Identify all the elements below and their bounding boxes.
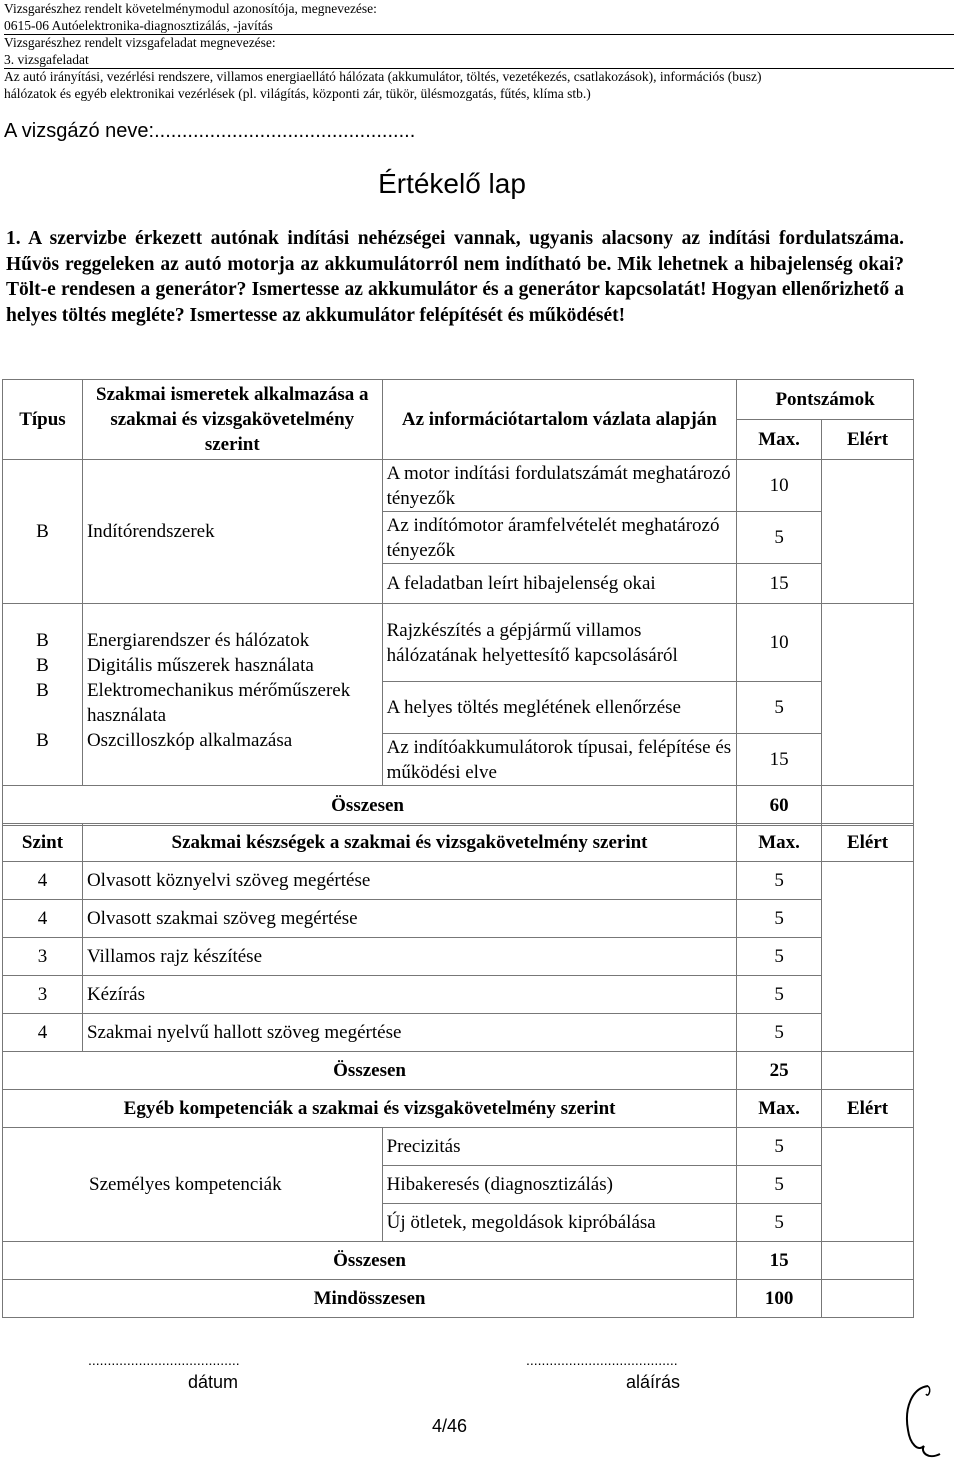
level-cell: 3 [3, 976, 83, 1014]
header-line-6: hálózatok és egyéb elektronikai vezérlések (pl. világítás, központi zár, tükör, ülésmozgatás, fűtés, klíma stb.) [4, 86, 591, 101]
outline-cell: Rajzkészítés a gépjármű villamos hálózatának helyettesítő kapcsolásáról [382, 604, 737, 682]
max-points-cell: 5 [737, 900, 822, 938]
skill-cell: Villamos rajz készítése [82, 938, 736, 976]
achieved-points-cell[interactable] [822, 460, 914, 604]
other-header: Egyéb kompetenciák a szakmai és vizsgakövetelmény szerint [3, 1090, 737, 1128]
type-header: Típus [3, 380, 83, 460]
competency-cell: Új ötletek, megoldások kipróbálása [382, 1204, 737, 1242]
competency-cell: Hibakeresés (diagnosztizálás) [382, 1166, 737, 1204]
level-cell: 4 [3, 1014, 83, 1052]
page-title: Értékelő lap [378, 168, 526, 199]
max-header: Max. [737, 1090, 822, 1128]
header-line-2: 0615-06 Autóelektronika-diagnosztizálás, -javítás [4, 18, 273, 33]
max-points-cell: 15 [737, 564, 822, 604]
outline-cell: A feladatban leírt hibajelenség okai [382, 564, 737, 604]
max-points-cell: 5 [737, 1014, 822, 1052]
competency-cell: Precizitás [382, 1128, 737, 1166]
level-cell: 3 [3, 938, 83, 976]
outline-cell: Az indítóakkumulátorok típusai, felépítése és működési elve [382, 734, 737, 786]
points-header: Pontszámok [737, 380, 914, 420]
max-points-cell: 5 [737, 1166, 822, 1204]
skills-table [2, 823, 914, 1090]
skill-cell: Olvasott köznyelvi szöveg megértése [82, 862, 736, 900]
max-points-cell: 10 [737, 460, 822, 512]
achieved-points-cell[interactable] [822, 604, 914, 786]
total-label: Összesen [3, 1242, 737, 1280]
type-cell: B B B B [3, 604, 83, 786]
date-line: ....................................... [88, 1352, 240, 1368]
type-cell: B [3, 460, 83, 604]
achieved-header: Elért [822, 420, 914, 460]
level-header: Szint [3, 824, 83, 862]
achieved-points-cell[interactable] [822, 1128, 914, 1242]
date-label: dátum [188, 1372, 239, 1392]
task-description: 1. A szervizbe érkezett autónak indítási nehézségei vannak, ugyanis alacsony az indítási fordulatszáma. Hűvös reggeleken az autó motorja az akkumulátorról nem indítható be. Mik lehetnek a hibajelenség okai? Tölt-e rendesen a generátor? Ismertesse az akkumulátor és a generátor kapcsolatát! Hogyan ellenőrizhető a helyes töltés megléte? Ismertesse az akkumulátor felépítését és működését! [6, 228, 904, 326]
outline-cell: A helyes töltés meglétének ellenőrzése [382, 682, 737, 734]
total-label: Összesen [3, 1052, 737, 1090]
knowledge-table [2, 379, 914, 826]
max-points-cell: 5 [737, 1128, 822, 1166]
skill-cell: Kézírás [82, 976, 736, 1014]
initials-signature [898, 1382, 948, 1460]
category-cell: Személyes kompetenciák [3, 1128, 383, 1242]
total-achieved[interactable] [822, 1242, 914, 1280]
achieved-points-cell[interactable] [822, 862, 914, 1052]
max-points-cell: 10 [737, 604, 822, 682]
total-max: 15 [737, 1242, 822, 1280]
outline-header: Az információtartalom vázlata alapján [382, 380, 737, 460]
header-divider [4, 34, 954, 35]
total-max: 25 [737, 1052, 822, 1090]
header-line-1: Vizsgarészhez rendelt követelménymodul azonosítója, megnevezése: [4, 1, 377, 16]
signature-label: aláírás [626, 1372, 681, 1392]
header-line-4: 3. vizsgafeladat [4, 52, 89, 67]
signature-line: ....................................... [526, 1352, 678, 1368]
knowledge-header: Szakmai ismeretek alkalmazása a szakmai és vizsgakövetelmény szerint [82, 380, 382, 460]
level-cell: 4 [3, 900, 83, 938]
total-label: Összesen [3, 786, 737, 826]
max-points-cell: 5 [737, 1204, 822, 1242]
page-number: 4/46 [432, 1416, 468, 1436]
skill-cell: Szakmai nyelvű hallott szöveg megértése [82, 1014, 736, 1052]
max-points-cell: 5 [737, 976, 822, 1014]
skill-cell: Olvasott szakmai szöveg megértése [82, 900, 736, 938]
grand-total-achieved[interactable] [822, 1280, 914, 1318]
total-achieved[interactable] [822, 1052, 914, 1090]
header-line-3: Vizsgarészhez rendelt vizsgafeladat megnevezése: [4, 35, 276, 50]
max-points-cell: 5 [737, 938, 822, 976]
knowledge-cell: Indítórendszerek [82, 460, 382, 604]
max-points-cell: 5 [737, 512, 822, 564]
max-points-cell: 5 [737, 862, 822, 900]
grand-total-label: Mindösszesen [3, 1280, 737, 1318]
outline-cell: Az indítómotor áramfelvételét meghatározó tényezők [382, 512, 737, 564]
grand-total-max: 100 [737, 1280, 822, 1318]
achieved-header: Elért [822, 824, 914, 862]
header-divider [4, 68, 954, 69]
knowledge-cell: Energiarendszer és hálózatok Digitális műszerek használata Elektromechanikus mérőműszerek használata Oszcilloszkóp alkalmazása [82, 604, 382, 786]
total-achieved[interactable] [822, 786, 914, 826]
other-competencies-table [2, 1089, 914, 1318]
outline-cell: A motor indítási fordulatszámát meghatározó tényezők [382, 460, 737, 512]
header-line-5: Az autó irányítási, vezérlési rendszere, villamos energiaellátó hálózata (akkumulátor, töltés, vezetékezés, csatlakozások), információs (busz) [4, 69, 762, 84]
level-cell: 4 [3, 862, 83, 900]
max-points-cell: 5 [737, 682, 822, 734]
achieved-header: Elért [822, 1090, 914, 1128]
max-header: Max. [737, 420, 822, 460]
total-max: 60 [737, 786, 822, 826]
examinee-name-field: A vizsgázó neve:............................................... [4, 120, 416, 142]
document-header [4, 0, 954, 102]
skills-header: Szakmai készségek a szakmai és vizsgakövetelmény szerint [82, 824, 736, 862]
max-header: Max. [737, 824, 822, 862]
max-points-cell: 15 [737, 734, 822, 786]
